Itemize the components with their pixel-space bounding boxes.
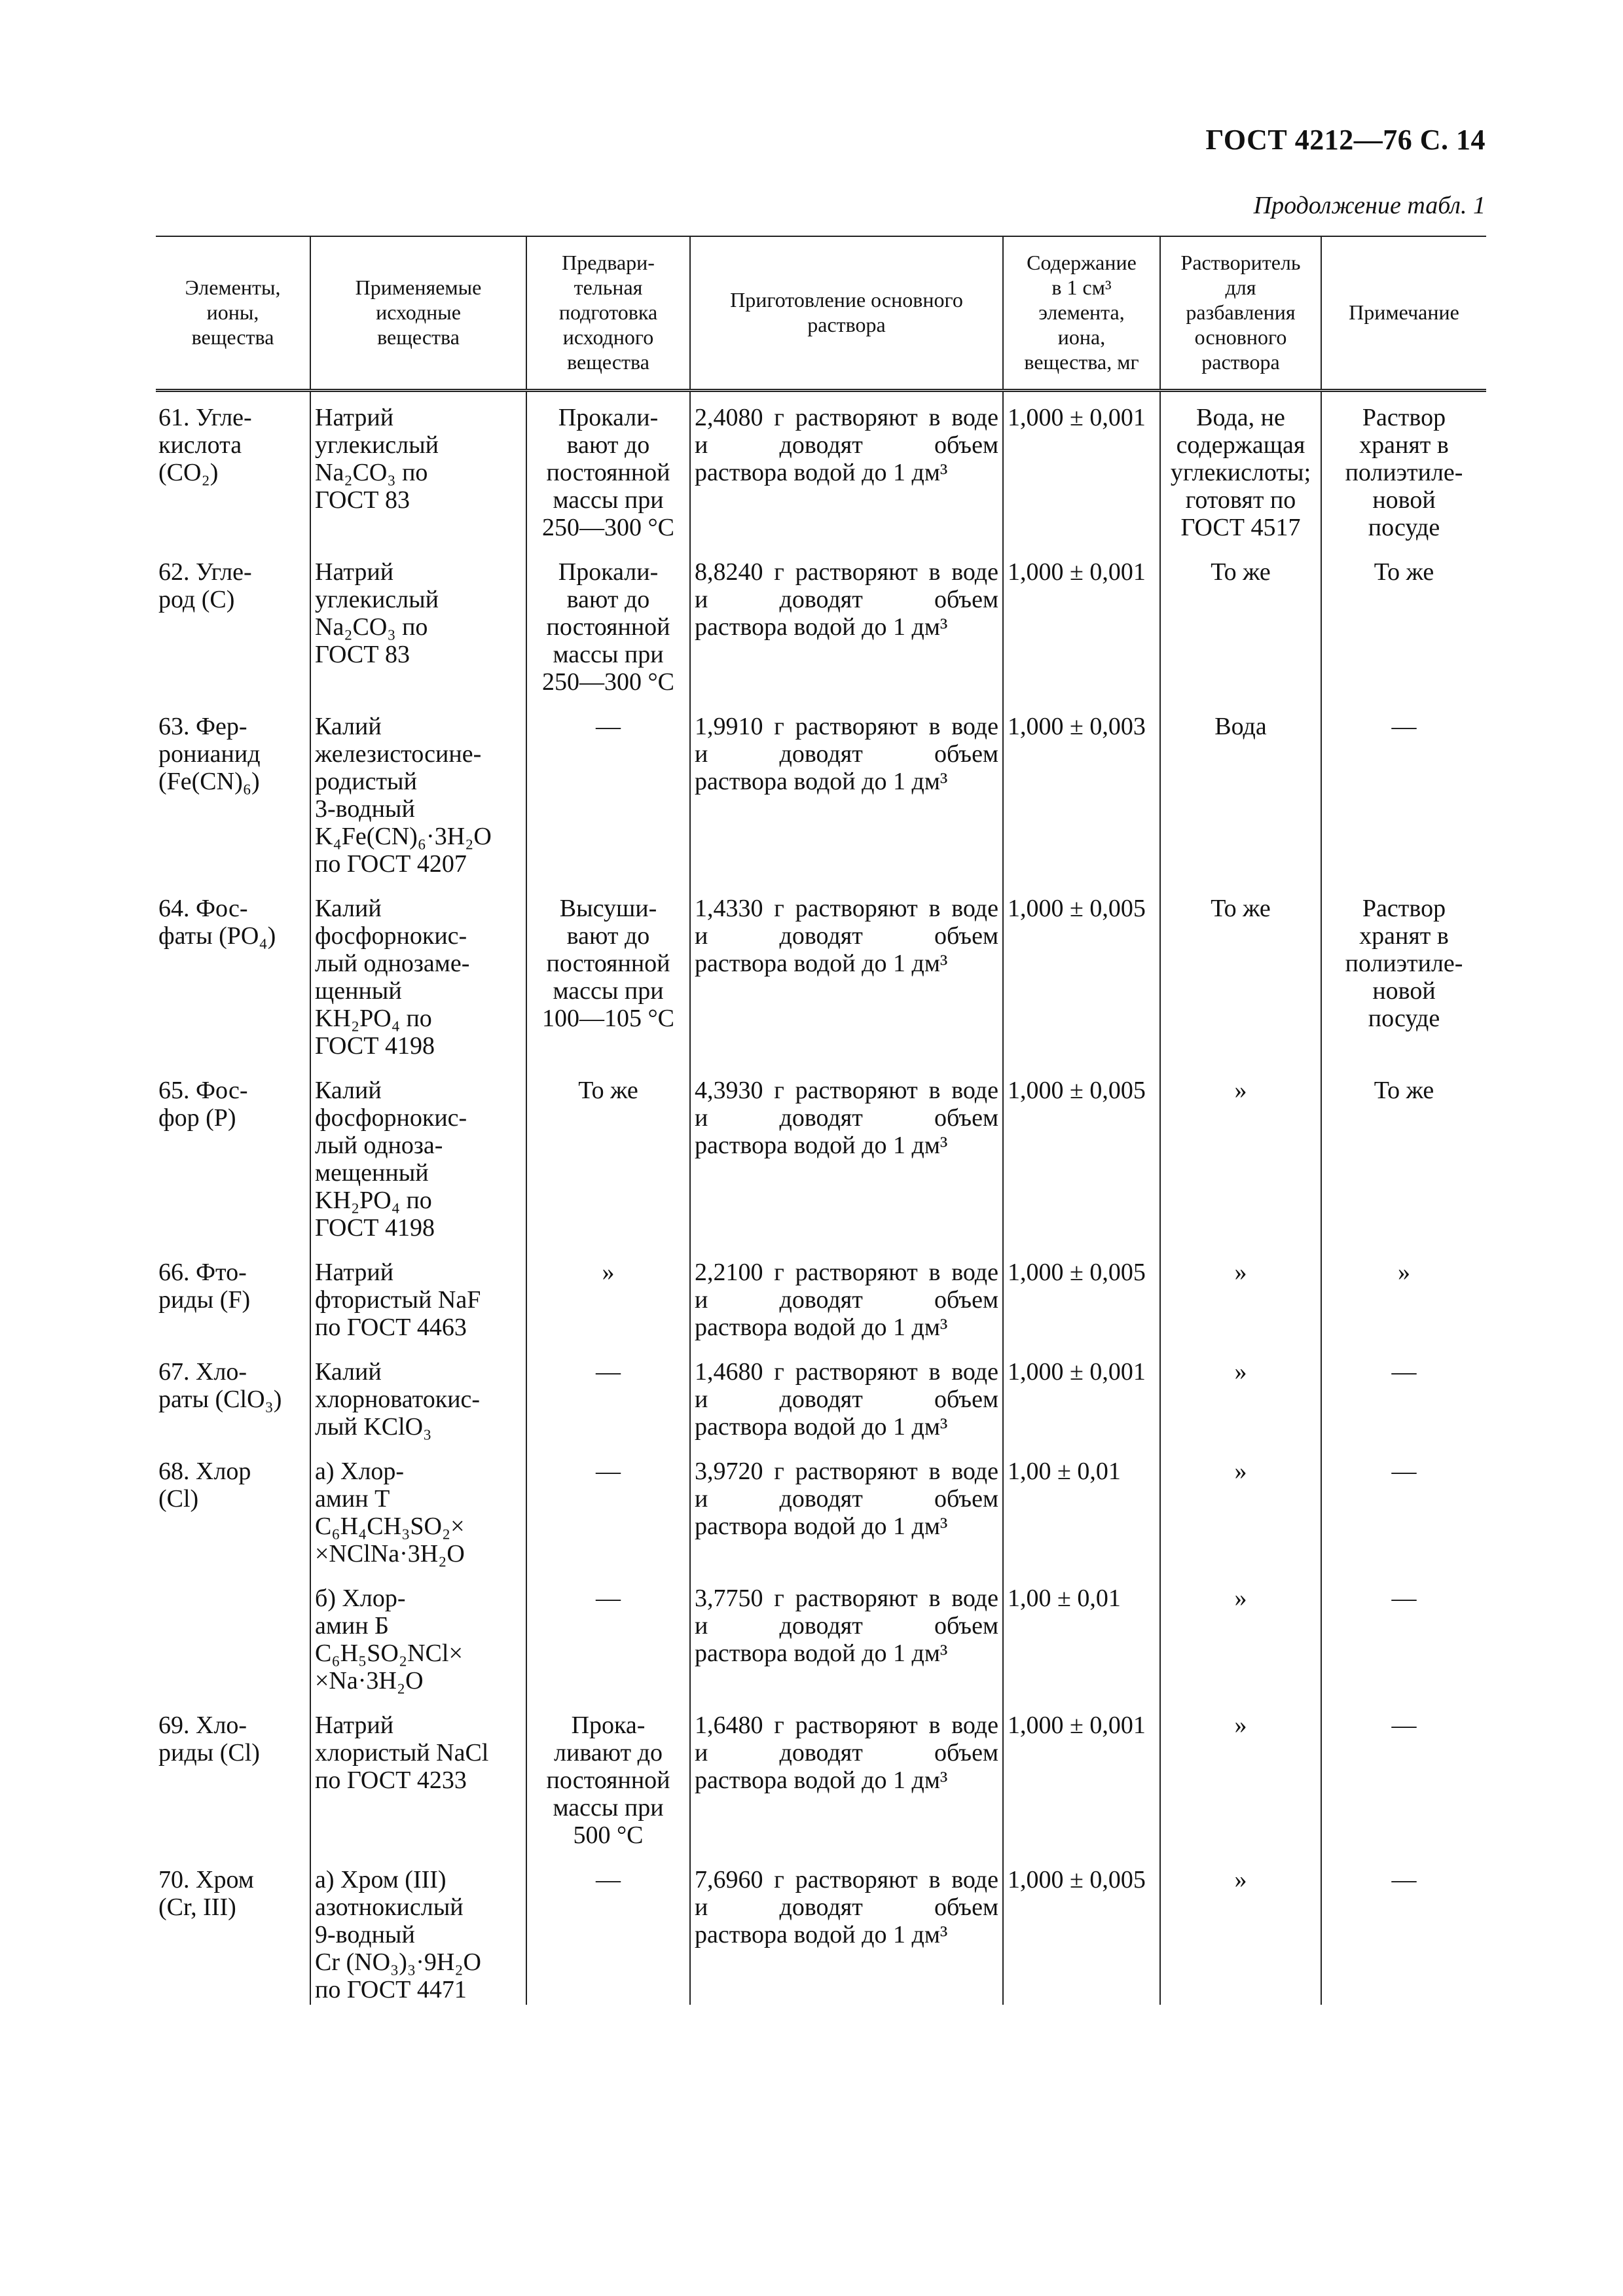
- substance-cell: Натрий фтористый NaF по ГОСТ 4463: [310, 1251, 526, 1350]
- element-cell: 69. Хло- риды (Cl): [158, 1712, 260, 1767]
- prep-cell: —: [526, 1350, 690, 1450]
- reagents-table-container: [156, 236, 1486, 2005]
- table-row: [156, 1350, 1486, 1450]
- solvent-cell: То же: [1160, 550, 1321, 705]
- content-cell: 1,000 ± 0,005: [1003, 1858, 1160, 2005]
- note-cell: —: [1321, 1704, 1486, 1858]
- main-solution-text: 1,4680 г растворяют в воде и доводят объем: [695, 1358, 998, 1413]
- substance-cell: Натрий углекислый Na₂CO₃ по ГОСТ 83: [310, 550, 526, 705]
- element-cell: 66. Фто- риды (F): [158, 1259, 251, 1314]
- note-cell: То же: [1321, 1069, 1486, 1251]
- main-solution-text: 3,7750 г растворяют в воде и доводят объем: [695, 1585, 998, 1640]
- prep-cell: Высуши- вают до постоянной массы при 100—105 °С: [526, 887, 690, 1069]
- reagents-table: [156, 236, 1486, 2005]
- prep-cell: Прокали- вают до постоянной массы при 250—300 °С: [526, 550, 690, 705]
- note-cell: —: [1321, 1450, 1486, 1577]
- substance-cell: Натрий хлористый NaCl по ГОСТ 4233: [310, 1704, 526, 1858]
- table-row: [156, 1577, 1486, 1704]
- solvent-cell: »: [1160, 1577, 1321, 1704]
- main-solution-cell: [690, 1577, 1003, 1704]
- main-solution-cell: [690, 705, 1003, 887]
- main-solution-text-last: раствора водой до 1 дм³: [695, 1314, 948, 1341]
- prep-cell: —: [526, 1858, 690, 2005]
- prep-cell: То же: [526, 1069, 690, 1251]
- content-cell: 1,000 ± 0,003: [1003, 705, 1160, 887]
- solvent-cell: »: [1160, 1858, 1321, 2005]
- main-solution-cell: [690, 1251, 1003, 1350]
- solvent-cell: Вода, не содержащая углекислоты; готовят по ГОСТ 4517: [1160, 391, 1321, 551]
- content-cell: 1,000 ± 0,005: [1003, 1069, 1160, 1251]
- solvent-cell: То же: [1160, 887, 1321, 1069]
- content-cell: 1,000 ± 0,001: [1003, 1704, 1160, 1858]
- element-cell: 62. Угле- род (С): [158, 558, 252, 613]
- substance-cell: Калий железистосине- родистый 3-водный K₄Fe(CN)₆·3H₂O по ГОСТ 4207: [310, 705, 526, 887]
- main-solution-text: 4,3930 г растворяют в воде и доводят объем: [695, 1077, 998, 1132]
- main-solution-text-last: раствора водой до 1 дм³: [695, 1921, 948, 1948]
- main-solution-cell: [690, 1069, 1003, 1251]
- main-solution-text: 7,6960 г растворяют в воде и доводят объем: [695, 1866, 998, 1921]
- substance-cell: Калий фосфорнокис- лый однозаме- щенный KH₂PO₄ по ГОСТ 4198: [310, 887, 526, 1069]
- table-row: [156, 1069, 1486, 1251]
- main-solution-cell: [690, 1858, 1003, 2005]
- main-solution-text-last: раствора водой до 1 дм³: [695, 1413, 948, 1441]
- table-row: [156, 1251, 1486, 1350]
- main-solution-text-last: раствора водой до 1 дм³: [695, 459, 948, 486]
- element-cell: [156, 1577, 310, 1704]
- solvent-cell: Вода: [1160, 705, 1321, 887]
- column-header: Содержание в 1 см³ элемента, иона, вещества, мг: [1003, 236, 1160, 391]
- substance-cell: б) Хлор- амин Б C₆H₅SO₂NCl× ×Na·3H₂O: [310, 1577, 526, 1704]
- content-cell: 1,000 ± 0,001: [1003, 391, 1160, 551]
- main-solution-text: 3,9720 г растворяют в воде и доводят объем: [695, 1458, 998, 1513]
- main-solution-text-last: раствора водой до 1 дм³: [695, 768, 948, 795]
- main-solution-text-last: раствора водой до 1 дм³: [695, 950, 948, 977]
- note-cell: —: [1321, 1858, 1486, 2005]
- content-cell: 1,00 ± 0,01: [1003, 1450, 1160, 1577]
- note-cell: —: [1321, 1577, 1486, 1704]
- main-solution-cell: [690, 1450, 1003, 1577]
- main-solution-cell: [690, 391, 1003, 551]
- column-header: Примечание: [1321, 236, 1486, 391]
- solvent-cell: »: [1160, 1069, 1321, 1251]
- main-solution-text: 8,8240 г растворяют в воде и доводят объем: [695, 558, 998, 613]
- note-cell: —: [1321, 705, 1486, 887]
- page-header: ГОСТ 4212—76 С. 14: [1205, 124, 1486, 156]
- main-solution-text: 2,4080 г растворяют в воде и доводят объем: [695, 404, 998, 459]
- main-solution-text-last: раствора водой до 1 дм³: [695, 613, 948, 641]
- solvent-cell: »: [1160, 1450, 1321, 1577]
- substance-cell: Калий хлорноватокис- лый KClO₃: [310, 1350, 526, 1450]
- prep-cell: Прока- ливают до постоянной массы при 500 °С: [526, 1704, 690, 1858]
- table-row: [156, 705, 1486, 887]
- table-header-row: [156, 236, 1486, 391]
- main-solution-text: 1,4330 г растворяют в воде и доводят объем: [695, 895, 998, 950]
- note-cell: Раствор хранят в полиэтиле- новой посуде: [1321, 391, 1486, 551]
- main-solution-text-last: раствора водой до 1 дм³: [695, 1767, 948, 1794]
- main-solution-cell: [690, 1704, 1003, 1858]
- table-continuation-label: Продолжение табл. 1: [1253, 192, 1486, 219]
- table-row: [156, 1450, 1486, 1577]
- main-solution-text: 1,9910 г растворяют в воде и доводят объем: [695, 713, 998, 768]
- main-solution-cell: [690, 887, 1003, 1069]
- substance-cell: а) Хлор- амин Т C₆H₄CH₃SO₂× ×NClNa·3H₂O: [310, 1450, 526, 1577]
- solvent-cell: »: [1160, 1704, 1321, 1858]
- main-solution-text-last: раствора водой до 1 дм³: [695, 1132, 948, 1159]
- column-header: Растворитель для разбавления основного раствора: [1160, 236, 1321, 391]
- table-row: [156, 550, 1486, 705]
- element-cell: 70. Хром (Cr, III): [158, 1866, 254, 1921]
- column-header: Предвари- тельная подготовка исходного вещества: [526, 236, 690, 391]
- main-solution-text: 1,6480 г растворяют в воде и доводят объем: [695, 1712, 998, 1767]
- solvent-cell: »: [1160, 1350, 1321, 1450]
- note-cell: Раствор хранят в полиэтиле- новой посуде: [1321, 887, 1486, 1069]
- table-row: [156, 391, 1486, 551]
- solvent-cell: »: [1160, 1251, 1321, 1350]
- element-cell: 65. Фос- фор (Р): [158, 1077, 248, 1132]
- content-cell: 1,000 ± 0,005: [1003, 887, 1160, 1069]
- note-cell: —: [1321, 1350, 1486, 1450]
- main-solution-text: 2,2100 г растворяют в воде и доводят объем: [695, 1259, 998, 1314]
- column-header: Применяемые исходные вещества: [310, 236, 526, 391]
- element-cell: 64. Фос- фаты (PO₄): [158, 895, 276, 950]
- column-header: Элементы, ионы, вещества: [156, 236, 310, 391]
- content-cell: 1,000 ± 0,001: [1003, 1350, 1160, 1450]
- main-solution-text-last: раствора водой до 1 дм³: [695, 1513, 948, 1540]
- table-row: [156, 1858, 1486, 2005]
- table-row: [156, 887, 1486, 1069]
- content-cell: 1,000 ± 0,001: [1003, 550, 1160, 705]
- prep-cell: —: [526, 1450, 690, 1577]
- column-header: Приготовление основного раствора: [690, 236, 1003, 391]
- table-body: [156, 391, 1486, 2005]
- element-cell: 67. Хло- раты (ClO₃): [158, 1358, 282, 1413]
- main-solution-cell: [690, 1350, 1003, 1450]
- table-row: [156, 1704, 1486, 1858]
- element-cell: 61. Угле- кислота (CO₂): [158, 404, 252, 486]
- element-cell: 63. Фер- ронианид (Fe(CN)₆): [158, 713, 261, 795]
- prep-cell: —: [526, 1577, 690, 1704]
- content-cell: 1,000 ± 0,005: [1003, 1251, 1160, 1350]
- element-cell: 68. Хлор (Cl): [158, 1458, 251, 1513]
- note-cell: То же: [1321, 550, 1486, 705]
- main-solution-cell: [690, 550, 1003, 705]
- content-cell: 1,00 ± 0,01: [1003, 1577, 1160, 1704]
- prep-cell: —: [526, 705, 690, 887]
- substance-cell: а) Хром (III) азотнокислый 9-водный Cr (NO₃)₃·9H₂O по ГОСТ 4471: [310, 1858, 526, 2005]
- substance-cell: Калий фосфорнокис- лый одноза- мещенный KH₂PO₄ по ГОСТ 4198: [310, 1069, 526, 1251]
- substance-cell: Натрий углекислый Na₂CO₃ по ГОСТ 83: [310, 391, 526, 551]
- note-cell: »: [1321, 1251, 1486, 1350]
- prep-cell: »: [526, 1251, 690, 1350]
- main-solution-text-last: раствора водой до 1 дм³: [695, 1640, 948, 1667]
- prep-cell: Прокали- вают до постоянной массы при 250—300 °С: [526, 391, 690, 551]
